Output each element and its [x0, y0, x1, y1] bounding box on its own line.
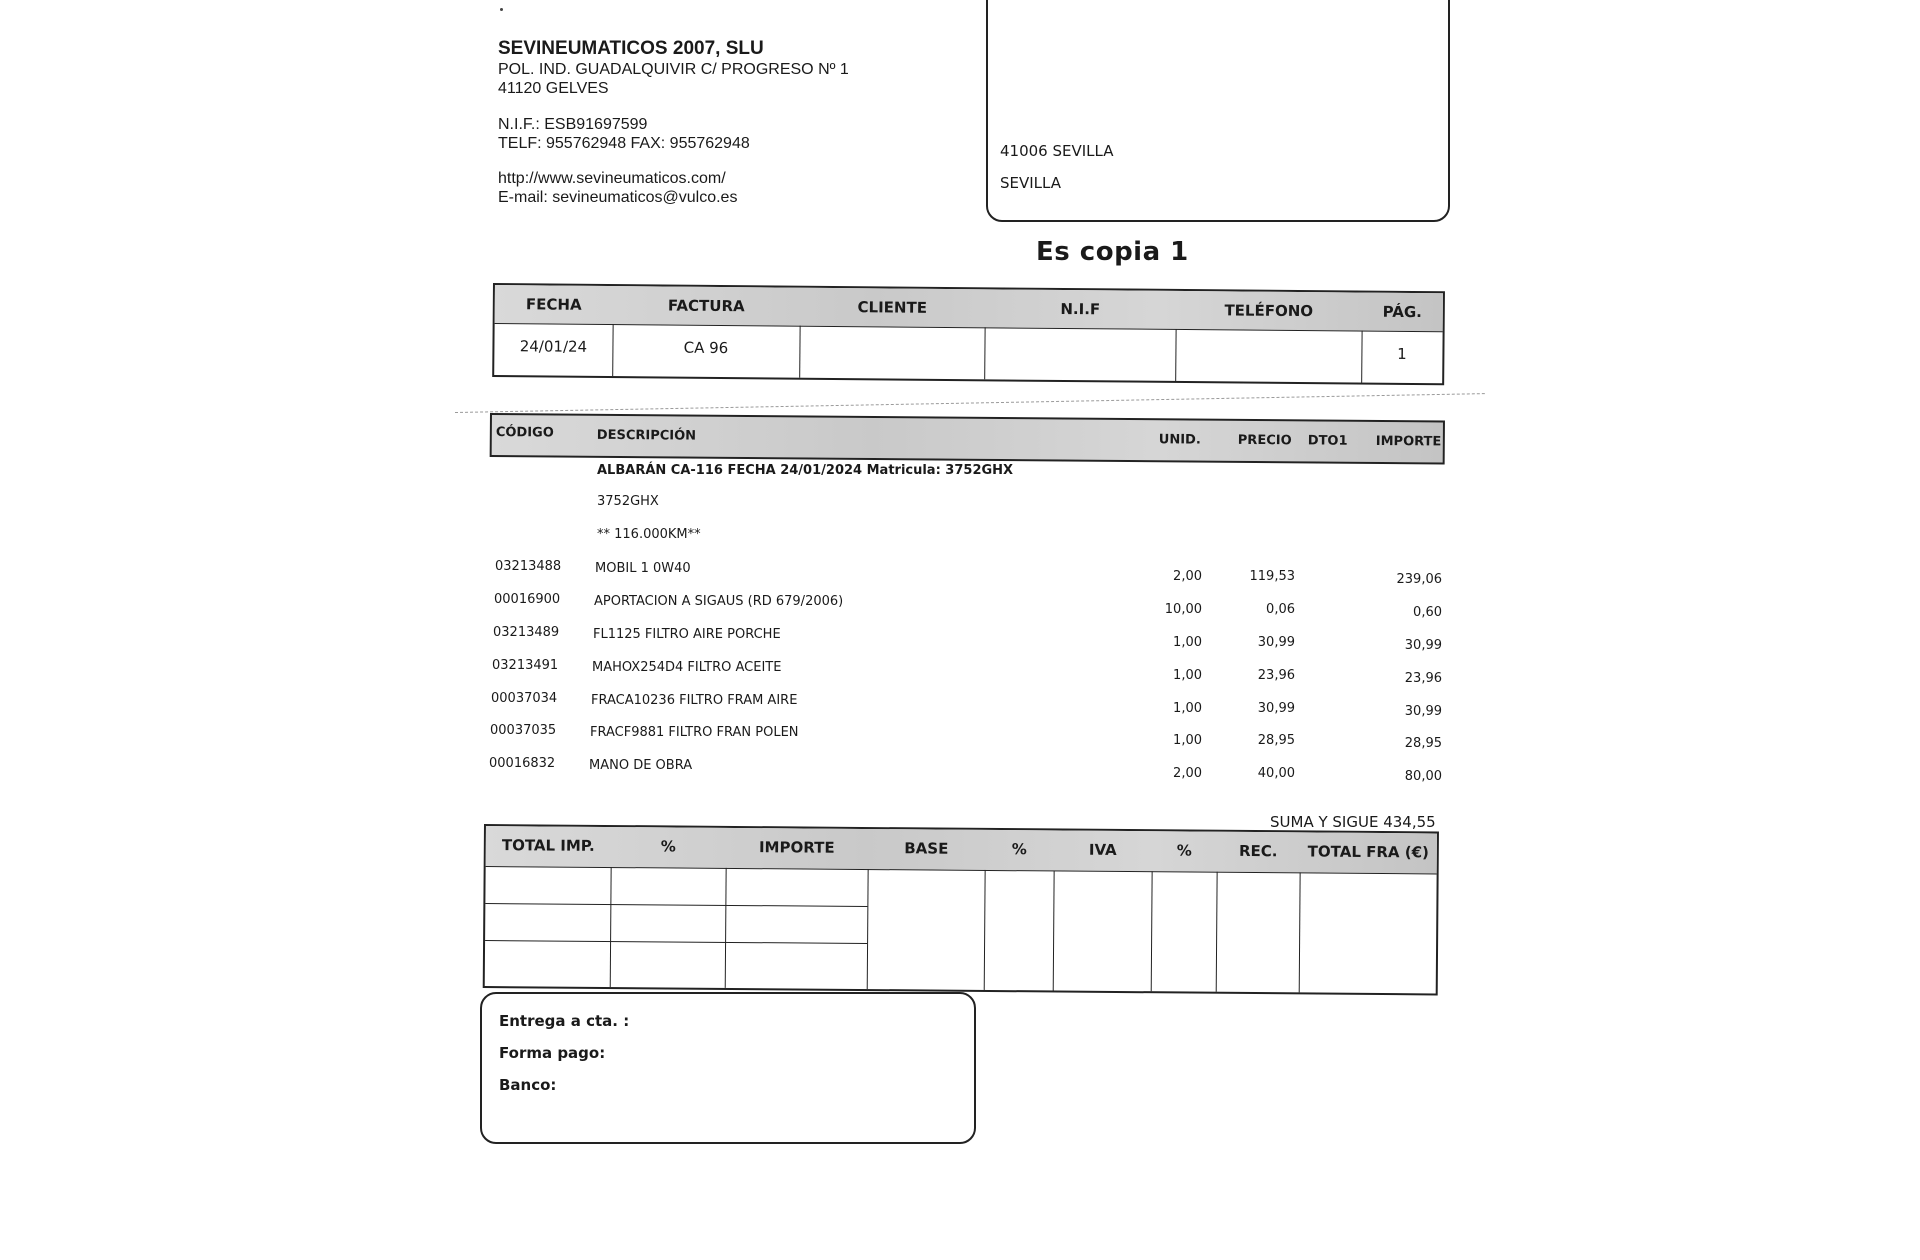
- invoice-nif: [985, 341, 1176, 343]
- note-plate: 3752GHX: [597, 494, 659, 509]
- invoice-page: 1: [1397, 344, 1407, 363]
- company-header: [498, 38, 918, 207]
- item-desc: APORTACION A SIGAUS (RD 679/2006): [594, 594, 844, 609]
- item-price: 30,99: [1257, 701, 1295, 716]
- company-web: http://www.sevineumaticos.com/: [498, 170, 726, 187]
- item-desc: MANO DE OBRA: [589, 758, 693, 773]
- col-total-fra: TOTAL FRA (€): [1307, 842, 1429, 862]
- col-nif: N.I.F: [1060, 299, 1101, 319]
- item-amount: 30,99: [1404, 704, 1442, 719]
- lines-header-bar: [490, 413, 1445, 464]
- item-amount: 239,06: [1396, 572, 1442, 587]
- col-codigo: CÓDIGO: [495, 425, 554, 441]
- col-pag: PÁG.: [1382, 302, 1422, 322]
- payment-method: Forma pago:: [499, 1044, 606, 1062]
- item-code: 00037035: [490, 723, 557, 738]
- item-code: 00037034: [491, 691, 558, 706]
- item-units: 10,00: [1164, 602, 1202, 617]
- recipient-line-1: 41006 SEVILLA: [1000, 142, 1114, 160]
- delivery-note: ALBARÁN CA-116 FECHA 24/01/2024 Matricula: 3752GHX: [597, 463, 1014, 478]
- item-amount: 80,00: [1404, 769, 1442, 784]
- item-code: 00016900: [494, 592, 561, 607]
- item-units: 1,00: [1173, 668, 1202, 683]
- item-price: 0,06: [1266, 602, 1295, 617]
- item-code: 03213489: [493, 625, 560, 640]
- bank: Banco:: [499, 1076, 557, 1094]
- col-iva: IVA: [1088, 840, 1117, 859]
- col-dto1: DTO1: [1307, 433, 1348, 449]
- item-amount: 23,96: [1404, 671, 1442, 686]
- item-code: 03213488: [495, 559, 562, 574]
- recipient-address-box: [986, 0, 1450, 222]
- item-code: 00016832: [489, 756, 556, 771]
- item-units: 2,00: [1173, 766, 1202, 781]
- col-telefono: TELÉFONO: [1224, 301, 1314, 321]
- invoice-date: 24/01/24: [519, 337, 588, 356]
- col-unid: UNID.: [1158, 432, 1201, 448]
- item-desc: FRACA10236 FILTRO FRAM AIRE: [591, 693, 798, 708]
- invoice-client: [800, 340, 985, 342]
- col-cliente: CLIENTE: [857, 298, 928, 317]
- item-price: 30,99: [1257, 635, 1295, 650]
- company-email: E-mail: sevineumaticos@vulco.es: [498, 189, 738, 206]
- col-percent-2: %: [1011, 840, 1027, 859]
- col-importe: IMPORTE: [758, 838, 835, 857]
- item-price: 23,96: [1257, 668, 1295, 683]
- delivery-on-account: Entrega a cta. :: [499, 1012, 630, 1030]
- item-desc: FL1125 FILTRO AIRE PORCHE: [593, 627, 781, 642]
- col-descripcion: DESCRIPCIÓN: [596, 427, 697, 444]
- item-desc: MAHOX254D4 FILTRO ACEITE: [592, 660, 782, 675]
- item-price: 28,95: [1257, 733, 1295, 748]
- note-km: ** 116.000KM**: [597, 527, 701, 542]
- col-factura: FACTURA: [667, 296, 745, 316]
- item-desc: FRACF9881 FILTRO FRAN POLEN: [590, 725, 799, 740]
- scan-line: [455, 393, 1485, 413]
- company-address-2: 41120 GELVES: [498, 80, 609, 97]
- company-address-1: POL. IND. GUADALQUIVIR C/ PROGRESO Nº 1: [498, 61, 849, 78]
- company-name: SEVINEUMATICOS 2007, SLU: [498, 38, 764, 59]
- invoice-header-table: [492, 283, 1445, 385]
- invoice-phone: [1176, 343, 1362, 345]
- item-units: 2,00: [1173, 569, 1202, 584]
- item-amount: 0,60: [1413, 605, 1442, 620]
- item-units: 1,00: [1173, 733, 1202, 748]
- copy-label: Es copia 1: [1036, 237, 1189, 267]
- item-amount: 28,95: [1404, 736, 1442, 751]
- company-nif: N.I.F.: ESB91697599: [498, 116, 648, 133]
- col-fecha: FECHA: [525, 295, 582, 314]
- col-total-imp: TOTAL IMP.: [501, 836, 595, 855]
- col-importe: IMPORTE: [1375, 433, 1442, 450]
- col-percent-3: %: [1176, 841, 1192, 860]
- col-base: BASE: [904, 839, 949, 858]
- payment-box: [480, 992, 976, 1144]
- col-percent-1: %: [660, 837, 676, 856]
- item-desc: MOBIL 1 0W40: [595, 561, 691, 576]
- col-rec: REC.: [1238, 841, 1278, 861]
- item-code: 03213491: [492, 658, 559, 673]
- recipient-line-2: SEVILLA: [1000, 174, 1062, 192]
- item-price: 119,53: [1249, 569, 1295, 584]
- item-price: 40,00: [1257, 766, 1295, 781]
- invoice-number: CA 96: [683, 338, 729, 358]
- totals-table: [483, 824, 1439, 995]
- company-phone: TELF: 955762948 FAX: 955762948: [498, 135, 750, 152]
- item-units: 1,00: [1173, 635, 1202, 650]
- item-units: 1,00: [1173, 701, 1202, 716]
- subtotal-carried: SUMA Y SIGUE 434,55: [1270, 813, 1436, 831]
- col-precio: PRECIO: [1237, 432, 1292, 449]
- scan-mark: [500, 8, 503, 11]
- item-amount: 30,99: [1404, 638, 1442, 653]
